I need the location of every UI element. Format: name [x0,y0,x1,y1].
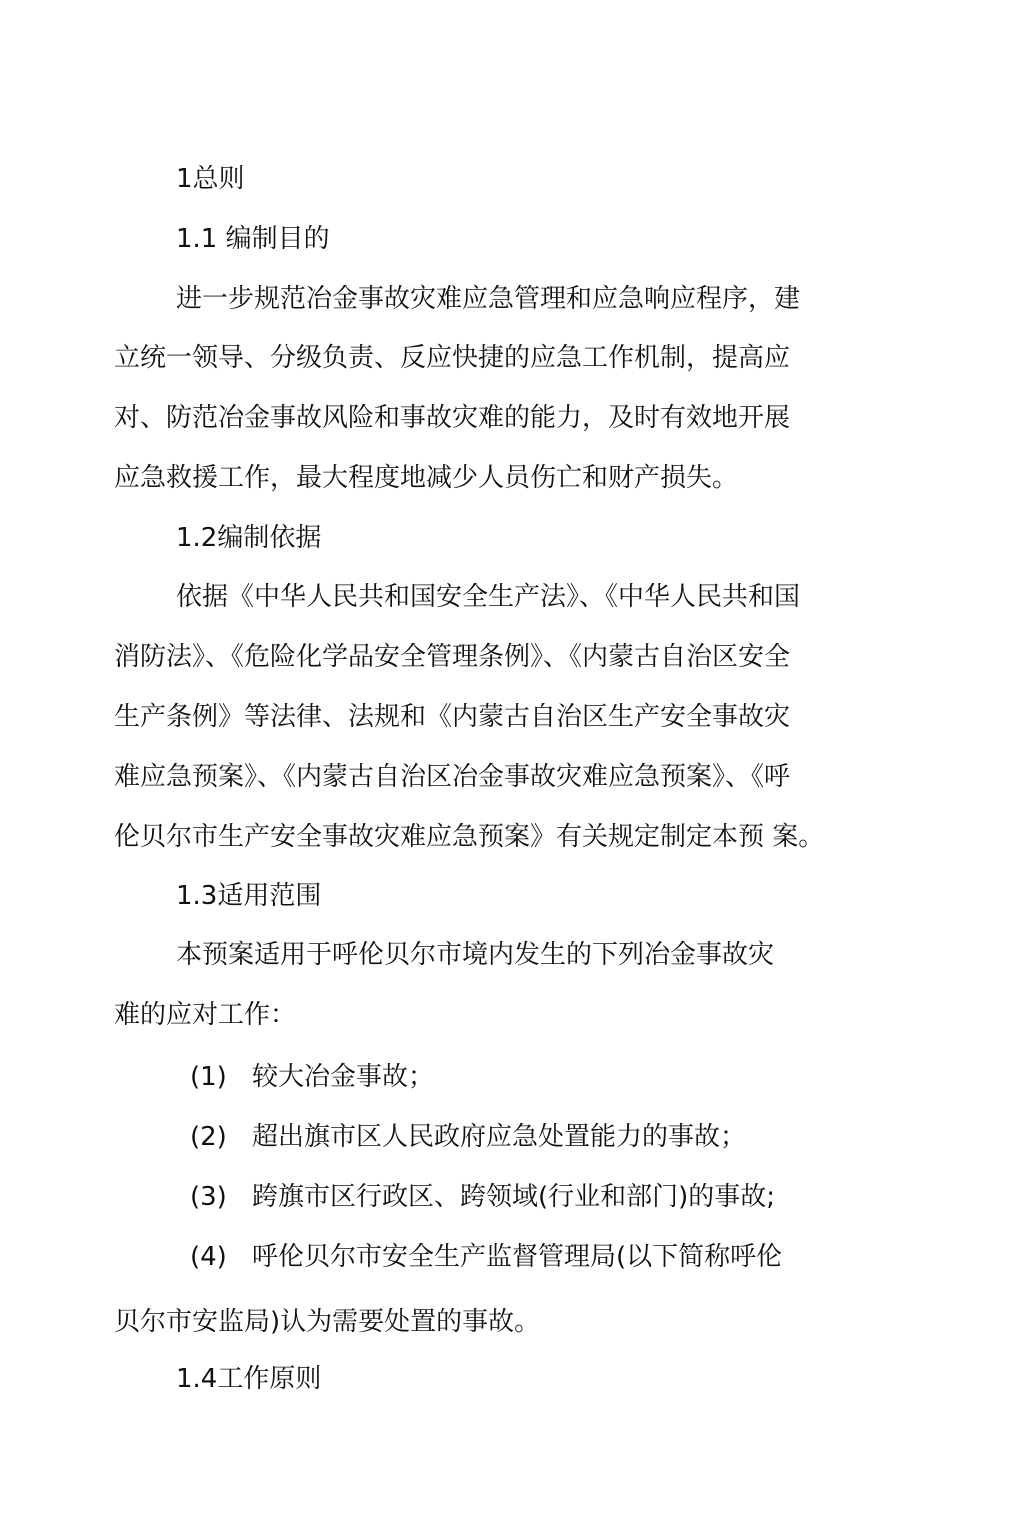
paragraph-line: 伦贝尔市生产安全事故灾难应急预案》有关规定制定本预 案。 [114,822,825,852]
paragraph-line: 贝尔市安监局)认为需要处置的事故。 [114,1307,541,1337]
heading-1: 1总则 [176,164,245,194]
heading-1-3: 1.3适用范围 [176,881,322,911]
paragraph-line: 生产条例》等法律、法规和《内蒙古自治区生产安全事故灾 [114,702,791,732]
heading-1-4: 1.4工作原则 [176,1364,322,1394]
paragraph-line: 难应急预案》、《内蒙古自治区冶金事故灾难应急预案》、《呼 [114,762,791,792]
list-item [190,1060,434,1094]
list-item [190,1240,782,1274]
list-item-text: 超出旗市区人民政府应急处置能力的事故； [252,1122,747,1152]
list-item-number: (2) [190,1122,227,1152]
list-item-number: (3) [190,1182,227,1212]
list-item [190,1120,746,1154]
paragraph-line: 本预案适用于呼伦贝尔市境内发生的下列冶金事故灾 [176,940,775,970]
paragraph-line: 立统一领导、分级负责、反应快捷的应急工作机制，提高应 [114,343,791,373]
heading-1-1: 1.1 编制目的 [176,224,330,254]
list-item-text: 较大冶金事故； [252,1062,435,1092]
list-item-number: (1) [190,1062,227,1092]
paragraph-line: 应急救援工作，最大程度地减少人员伤亡和财产损失。 [114,463,739,493]
paragraph-line: 难的应对工作： [114,1000,297,1030]
heading-1-2: 1.2编制依据 [176,523,322,553]
paragraph-line: 依据《中华人民共和国安全生产法》、《中华人民共和国 [176,582,801,612]
list-item [190,1180,775,1214]
list-item-number: (4) [190,1242,227,1272]
list-item-text: 呼伦贝尔市安全生产监督管理局(以下简称呼伦 [252,1242,783,1272]
paragraph-line: 消防法》、《危险化学品安全管理条例》、《内蒙古自治区安全 [114,642,791,672]
paragraph-line: 对、防范冶金事故风险和事故灾难的能力，及时有效地开展 [114,403,791,433]
paragraph-line: 进一步规范冶金事故灾难应急管理和应急响应程序，建 [176,284,801,314]
list-item-text: 跨旗市区行政区、跨领域(行业和部门)的事故; [252,1182,776,1212]
